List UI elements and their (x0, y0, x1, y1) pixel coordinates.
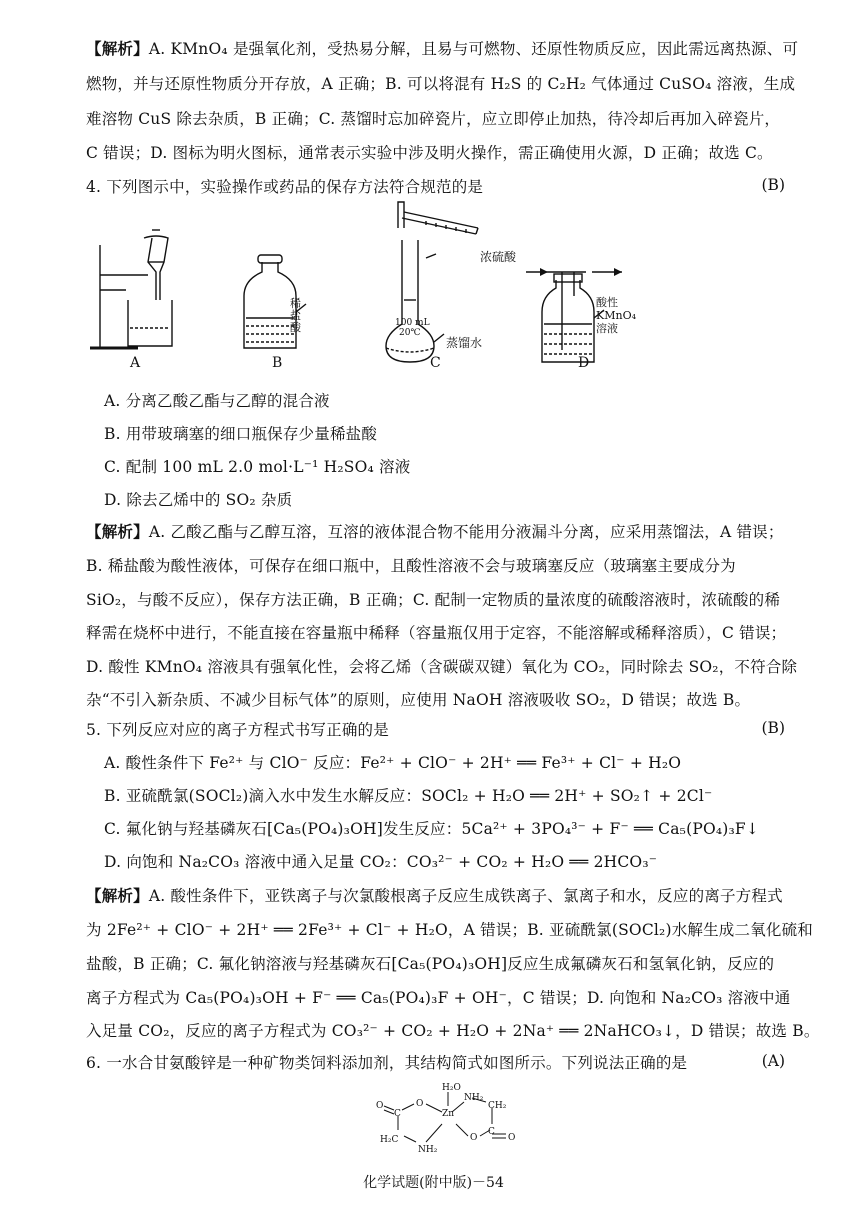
struct-ch2-right: CH₂ (488, 1101, 507, 1111)
analysis3-line2: 燃物，并与还原性物质分开存放，A 正确；B. 可以将混有 H₂S 的 C₂H₂ 气体通过 CuSO₄ 溶液，生成 (86, 75, 796, 93)
analysis3-line1: 【解析】A. KMnO₄ 是强氧化剂，受热易分解，且易与可燃物、还原性物质反应，因此需远离热源、可 (86, 39, 799, 58)
figure-c-water-label: 蒸馏水 (446, 336, 483, 350)
analysis5-line2: 为 2Fe²⁺ + ClO⁻ + 2H⁺ ══ 2Fe³⁺ + Cl⁻ + H₂O，A 错误；B. 亚硫酰氯(SOCl₂)水解生成二氧化硫和 (86, 921, 814, 939)
question5-option-c: C. 氟化钠与羟基磷灰石[Ca₅(PO₄)₃OH]发生反应：5Ca²⁺ + 3PO₄³⁻ + F⁻ ══ Ca₅(PO₄)₃F↓ (104, 820, 760, 838)
analysis5-line5: 入足量 CO₂，反应的离子方程式为 CO₃²⁻ + CO₂ + H₂O + 2Na⁺ ══ 2NaHCO₃↓，D 错误；故选 B。 (86, 1022, 820, 1040)
struct-o1: O (416, 1099, 424, 1109)
question4-option-d: D. 除去乙烯中的 SO₂ 杂质 (104, 491, 293, 509)
struct-c2: C (488, 1127, 495, 1137)
struct-zn: Zn (442, 1109, 455, 1119)
analysis5-line3: 盐酸，B 正确；C. 氟化钠溶液与羟基磷灰石[Ca₅(PO₄)₃OH]反应生成氟磷灰石和氢氧化钠，反应的 (86, 955, 775, 973)
analysis5-line4: 离子方程式为 Ca₅(PO₄)₃OH + F⁻ ══ Ca₅(PO₄)₃F + OH⁻，C 错误；D. 向饱和 Na₂CO₃ 溶液中通 (86, 989, 791, 1007)
analysis4-line2: B. 稀盐酸为酸性液体，可保存在细口瓶中，且酸性溶液不会与玻璃塞反应（玻璃塞主要成分为 (86, 557, 736, 575)
struct-o2: O (376, 1101, 384, 1111)
struct-nh2-bot: NH₂ (418, 1145, 438, 1155)
question4-option-b: B. 用带玻璃塞的细口瓶保存少量稀盐酸 (104, 425, 378, 443)
struct-o4: O (508, 1133, 516, 1143)
question6-answer: (A) (761, 1052, 785, 1070)
question4-answer: (B) (761, 176, 785, 194)
question5-stem: 5. 下列反应对应的离子方程式书写正确的是 (86, 721, 389, 739)
figure-d-label: 酸性 KMnO₄ 溶液 (596, 296, 636, 335)
analysis4-line5: D. 酸性 KMnO₄ 溶液具有强氧化性，会将乙烯（含碳碳双键）氧化为 CO₂，同时除去 SO₂，不符合除 (86, 658, 798, 676)
question5-option-d: D. 向饱和 Na₂CO₃ 溶液中通入足量 CO₂：CO₃²⁻ + CO₂ + H₂O ══ 2HCO₃⁻ (104, 853, 658, 871)
question4-option-a: A. 分离乙酸乙酯与乙醇的混合液 (104, 392, 330, 410)
figure-c-caption: C (430, 355, 441, 371)
figure-c-flask-temp: 20℃ (399, 328, 421, 338)
figure-d-caption: D (578, 355, 590, 371)
analysis5-line1: 【解析】A. 酸性条件下，亚铁离子与次氯酸根离子反应生成铁离子、氯离子和水，反应的离子方程式 (86, 886, 783, 905)
zinc-glycinate-structure (370, 1080, 520, 1158)
question5-option-b: B. 亚硫酰氯(SOCl₂)滴入水中发生水解反应：SOCl₂ + H₂O ══ 2H⁺ + SO₂↑ + 2Cl⁻ (104, 787, 713, 805)
figure-a-caption: A (130, 355, 141, 371)
figure-b-caption: B (272, 355, 283, 371)
analysis4-line6: 杂“不引入新杂质、不减少目标气体”的原则，应使用 NaOH 溶液吸收 SO₂，D 错误；故选 B。 (86, 691, 751, 709)
question5-option-a: A. 酸性条件下 Fe²⁺ 与 ClO⁻ 反应：Fe²⁺ + ClO⁻ + 2H⁺ ══ Fe³⁺ + Cl⁻ + H₂O (104, 754, 682, 772)
struct-o3: O (470, 1133, 478, 1143)
analysis3-line3: 难溶物 CuS 除去杂质，B 正确；C. 蒸馏时忘加碎瓷片，应立即停止加热，待冷却后再加入碎瓷片， (86, 110, 781, 128)
figure-c-flask-volume: 100 mL (395, 318, 430, 328)
apparatus-figures (86, 200, 666, 380)
struct-c1: C (394, 1109, 401, 1119)
struct-h2o: H₂O (442, 1083, 461, 1093)
analysis3-line4: C 错误；D. 图标为明火图标，通常表示实验中涉及明火操作，需正确使用火源，D 正确；故选 C。 (86, 144, 773, 162)
figure-a-separatory-funnel (90, 230, 172, 348)
analysis4-line4: 释需在烧杯中进行，不能直接在容量瓶中稀释（容量瓶仅用于定容，不能溶解或稀释溶质），C 错误； (86, 624, 787, 642)
figure-c-acid-label: 浓硫酸 (480, 250, 517, 264)
question4-stem: 4. 下列图示中，实验操作或药品的保存方法符合规范的是 (86, 178, 484, 196)
question5-answer: (B) (761, 719, 785, 737)
figure-b-label: 稀 盐 酸 (290, 297, 301, 334)
analysis4-line3: SiO₂，与酸不反应），保存方法正确，B 正确；C. 配制一定物质的量浓度的硫酸溶液时，浓硫酸的稀 (86, 591, 781, 609)
question4-option-c: C. 配制 100 mL 2.0 mol·L⁻¹ H₂SO₄ 溶液 (104, 458, 411, 476)
struct-nh2-top: NH₂ (464, 1093, 484, 1103)
struct-h2c: H₂C (380, 1135, 399, 1145)
question6-stem: 6. 一水合甘氨酸锌是一种矿物类饲料添加剂，其结构简式如图所示。下列说法正确的是 (86, 1054, 688, 1072)
page-footer: 化学试题(附中版)－54 (363, 1175, 504, 1191)
analysis4-line1: 【解析】A. 乙酸乙酯与乙醇互溶，互溶的液体混合物不能用分液漏斗分离，应采用蒸馏法，A 错误； (86, 522, 784, 541)
